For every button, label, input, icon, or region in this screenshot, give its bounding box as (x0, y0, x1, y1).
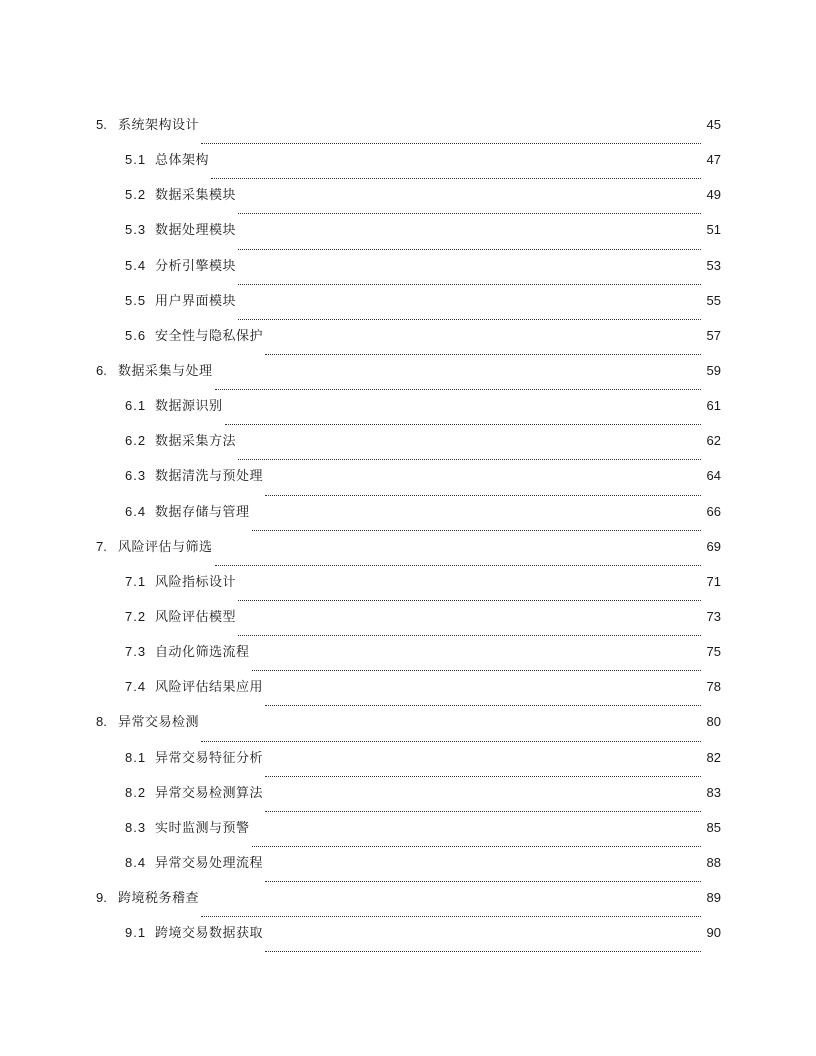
toc-dot-leader (201, 740, 701, 742)
toc-dot-leader (265, 950, 701, 952)
toc-entry-number: 5.5 (125, 292, 147, 308)
toc-entry-title: 安全性与隐私保护 (155, 328, 264, 344)
toc-dot-leader (238, 634, 701, 636)
toc-entry-number: 8.4 (125, 854, 147, 870)
toc-dot-leader (238, 212, 701, 214)
toc-entry-title: 自动化筛选流程 (155, 645, 250, 661)
toc-entry-title: 分析引擎模块 (155, 258, 237, 274)
toc-page-number: 53 (706, 257, 721, 273)
toc-dot-leader (252, 845, 701, 847)
toc-dot-leader (252, 529, 701, 531)
toc-entry-title: 跨境税务稽查 (118, 891, 200, 907)
toc-page-number: 85 (706, 819, 721, 835)
toc-dot-leader (201, 915, 701, 917)
toc-entry-number: 6.4 (125, 503, 147, 519)
toc-entry-title: 数据源识别 (155, 399, 223, 415)
toc-dot-leader (252, 669, 701, 671)
toc-page-number: 62 (706, 433, 721, 449)
toc-section-entry[interactable] (96, 187, 721, 222)
toc-entry-title: 异常交易特征分析 (155, 750, 264, 766)
toc-page-number: 80 (706, 714, 721, 730)
toc-entry-title: 风险评估模型 (155, 609, 237, 625)
toc-page-number: 51 (706, 222, 721, 238)
toc-entry-title: 系统架构设计 (118, 118, 200, 133)
toc-entry-title: 总体架构 (155, 153, 210, 169)
toc-page-number: 71 (706, 573, 721, 589)
toc-page-number: 66 (706, 503, 721, 519)
toc-section-entry[interactable] (96, 504, 721, 539)
toc-page-number: 89 (706, 890, 721, 906)
toc-dot-leader (215, 388, 701, 390)
toc-dot-leader (265, 353, 701, 355)
toc-entry-number: 7.2 (125, 608, 147, 624)
toc-chapter-entry[interactable] (96, 539, 721, 574)
toc-dot-leader (265, 704, 701, 706)
toc-page-number: 83 (706, 784, 721, 800)
toc-entry-number: 5.4 (125, 257, 147, 273)
toc-section-entry[interactable] (96, 644, 721, 679)
toc-page-number: 49 (706, 187, 721, 203)
toc-page-number: 61 (706, 398, 721, 414)
toc-page-number: 88 (706, 854, 721, 870)
toc-entry-title: 数据存储与管理 (155, 504, 250, 520)
toc-entry-number: 7.3 (125, 644, 147, 660)
toc-entry-number: 8.3 (125, 819, 147, 835)
toc-section-entry[interactable] (96, 820, 721, 855)
toc-page-number: 90 (706, 925, 721, 941)
toc-dot-leader (211, 177, 701, 179)
toc-entry-title: 用户界面模块 (155, 293, 237, 309)
toc-entry-number: 5.6 (125, 327, 147, 343)
toc-section-entry[interactable] (96, 258, 721, 293)
toc-entry-title: 数据采集方法 (155, 434, 237, 450)
toc-entry-number: 9. (96, 890, 107, 906)
toc-dot-leader (238, 599, 701, 601)
toc-entry-number: 5.2 (125, 187, 147, 203)
toc-section-entry[interactable] (96, 468, 721, 503)
toc-entry-title: 异常交易检测 (118, 715, 200, 731)
toc-entry-number: 8. (96, 714, 107, 730)
toc-page-number: 73 (706, 608, 721, 624)
toc-entry-number: 8.1 (125, 749, 147, 765)
toc-page-number: 55 (706, 292, 721, 308)
toc-page-number: 82 (706, 749, 721, 765)
toc-page-number: 75 (706, 644, 721, 660)
toc-entry-number: 7.1 (125, 573, 147, 589)
toc-entry-number: 5. (96, 117, 107, 132)
toc-dot-leader (238, 248, 701, 250)
toc-section-entry[interactable] (96, 609, 721, 644)
toc-page-number: 69 (706, 538, 721, 554)
toc-entry-number: 8.2 (125, 784, 147, 800)
toc-section-entry[interactable] (96, 398, 721, 433)
toc-entry-number: 7. (96, 538, 107, 554)
toc-dot-leader (265, 494, 701, 496)
toc-entry-title: 数据清洗与预处理 (155, 469, 264, 485)
toc-entry-number: 6.2 (125, 433, 147, 449)
toc-entry-title: 异常交易检测算法 (155, 785, 264, 801)
toc-section-entry[interactable] (96, 785, 721, 820)
toc-page-number: 45 (706, 117, 721, 132)
toc-entry-number: 9.1 (125, 925, 147, 941)
toc-entry-number: 7.4 (125, 679, 147, 695)
toc-page-number: 64 (706, 468, 721, 484)
table-of-contents (96, 117, 721, 960)
toc-entry-title: 实时监测与预警 (155, 820, 250, 836)
toc-chapter-entry[interactable] (96, 363, 721, 398)
toc-section-entry[interactable] (96, 750, 721, 785)
toc-dot-leader (238, 318, 701, 320)
toc-entry-number: 6.3 (125, 468, 147, 484)
toc-dot-leader (265, 775, 701, 777)
toc-entry-title: 异常交易处理流程 (155, 855, 264, 871)
toc-dot-leader (215, 564, 701, 566)
toc-dot-leader (225, 423, 701, 425)
toc-section-entry[interactable] (96, 574, 721, 609)
toc-page-number: 59 (706, 362, 721, 378)
toc-entry-title: 风险评估结果应用 (155, 680, 264, 696)
toc-chapter-entry[interactable] (96, 714, 721, 749)
toc-dot-leader (265, 880, 701, 882)
toc-entry-number: 6. (96, 362, 107, 378)
toc-entry-number: 5.3 (125, 222, 147, 238)
toc-page-number: 78 (706, 679, 721, 695)
toc-dot-leader (238, 283, 701, 285)
toc-entry-title: 数据采集模块 (155, 188, 237, 204)
toc-dot-leader (265, 810, 701, 812)
toc-entry-title: 数据处理模块 (155, 223, 237, 239)
toc-section-entry[interactable] (96, 328, 721, 363)
toc-section-entry[interactable] (96, 433, 721, 468)
toc-dot-leader (201, 142, 701, 144)
toc-page-number: 47 (706, 152, 721, 168)
toc-chapter-entry[interactable] (96, 117, 721, 152)
toc-entry-title: 跨境交易数据获取 (155, 926, 264, 942)
toc-dot-leader (238, 458, 701, 460)
toc-entry-title: 风险指标设计 (155, 574, 237, 590)
toc-chapter-entry[interactable] (96, 890, 721, 925)
toc-entry-number: 6.1 (125, 398, 147, 414)
toc-section-entry[interactable] (96, 925, 721, 960)
toc-entry-title: 数据采集与处理 (118, 363, 213, 379)
toc-page-number: 57 (706, 327, 721, 343)
toc-section-entry[interactable] (96, 293, 721, 328)
toc-section-entry[interactable] (96, 855, 721, 890)
toc-section-entry[interactable] (96, 222, 721, 257)
toc-section-entry[interactable] (96, 679, 721, 714)
toc-section-entry[interactable] (96, 152, 721, 187)
toc-entry-title: 风险评估与筛选 (118, 539, 213, 555)
toc-entry-number: 5.1 (125, 152, 147, 168)
